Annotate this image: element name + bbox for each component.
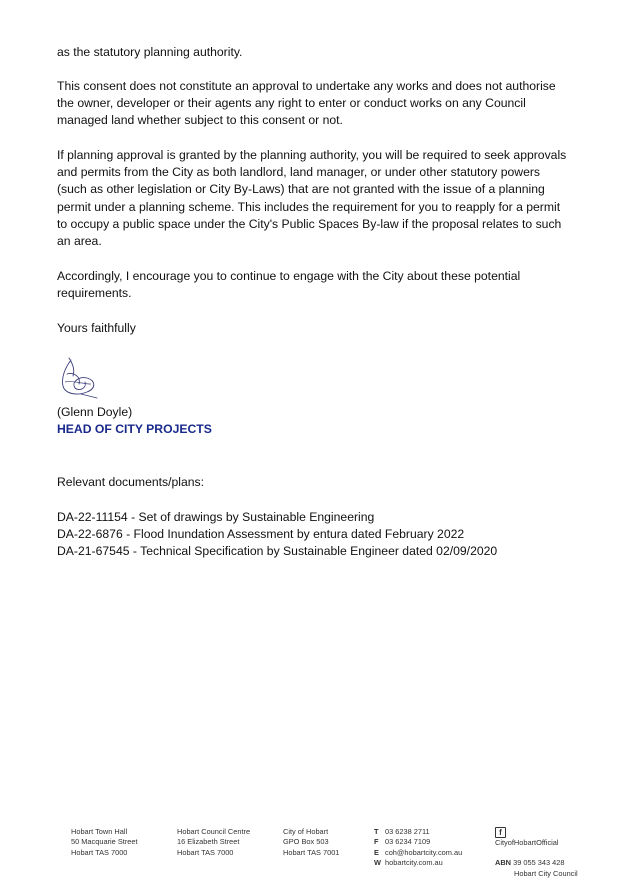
closing-salutation: Yours faithfully — [57, 321, 136, 335]
footer-contact — [374, 827, 462, 869]
paragraph-engage — [57, 268, 569, 302]
footer-line: City of Hobart — [283, 827, 329, 836]
list-item: DA-22-6876 - Flood Inundation Assessment by entura dated February 2022 — [57, 527, 465, 542]
footer-postal-address — [283, 827, 339, 858]
facebook-icon: f — [495, 827, 506, 838]
text-line: Accordingly, I encourage you to continue to engage with the City about these potential — [57, 269, 521, 283]
signatory-name: (Glenn Doyle) — [57, 405, 133, 419]
footer-line: Hobart TAS 7000 — [71, 847, 128, 857]
footer-line: GPO Box 503 — [283, 837, 329, 847]
text-line: managed land whether subject to this consent or not. — [57, 113, 343, 128]
footer-fax: F 03 6234 7109 — [374, 837, 431, 847]
text-line: This consent does not constitute an approval to undertake any works and does not authorise — [57, 79, 556, 93]
list-item: DA-22-11154 - Set of drawings by Sustainable Engineering — [57, 510, 375, 524]
footer-website[interactable]: W hobartcity.com.au — [374, 858, 443, 868]
text-line: If planning approval is granted by the planning authority, you will be required to seek approvals — [57, 148, 567, 162]
signatory-title: HEAD OF CITY PROJECTS — [57, 422, 212, 436]
paragraph-consent — [57, 78, 569, 130]
footer-line: Hobart Council Centre — [177, 827, 251, 836]
footer-line: Hobart TAS 7000 — [177, 847, 234, 857]
abn-org: Hobart City Council — [514, 868, 578, 878]
abn-line: ABN 39 055 343 428 — [495, 858, 565, 868]
documents-heading: Relevant documents/plans: — [57, 475, 205, 489]
footer-council-centre-address — [177, 827, 250, 858]
footer-line: 50 Macquarie Street — [71, 837, 138, 847]
documents-list — [57, 509, 569, 561]
text-line: as the statutory planning authority. — [57, 45, 243, 59]
footer-town-hall-address — [71, 827, 138, 858]
text-line: to occupy a public space under the City's Public Spaces By-law if the proposal relates to such — [57, 216, 562, 231]
footer-line: 16 Elizabeth Street — [177, 837, 240, 847]
footer-email[interactable]: E coh@hobartcity.com.au — [374, 847, 463, 857]
spacer — [495, 848, 578, 858]
footer-line: Hobart TAS 7001 — [283, 847, 340, 857]
text-line: and permits from the City as both landlord, land manager, or under other statutory powers — [57, 165, 541, 180]
text-line: an area. — [57, 234, 102, 249]
signature-image — [57, 354, 103, 402]
footer-phone: T 03 6238 2711 — [374, 827, 430, 836]
text-line: permit under a planning scheme. This includes the requirement for you to reapply for a permit — [57, 199, 561, 214]
paragraph-authority — [57, 44, 569, 61]
text-line: the owner, developer or their agents any right to enter or conduct works on any Council — [57, 96, 526, 111]
paragraph-approvals — [57, 147, 569, 250]
text-line: (such as other legislation or City By-Laws) that are not granted with the issue of a planning — [57, 182, 545, 197]
list-item: DA-21-67545 - Technical Specification by Sustainable Engineer dated 02/09/2020 — [57, 544, 498, 559]
text-line: requirements. — [57, 286, 132, 301]
facebook-link[interactable]: f CityofHobartOfficial — [495, 828, 559, 847]
footer-social-abn — [495, 827, 578, 879]
footer-line: Hobart Town Hall — [71, 827, 128, 836]
